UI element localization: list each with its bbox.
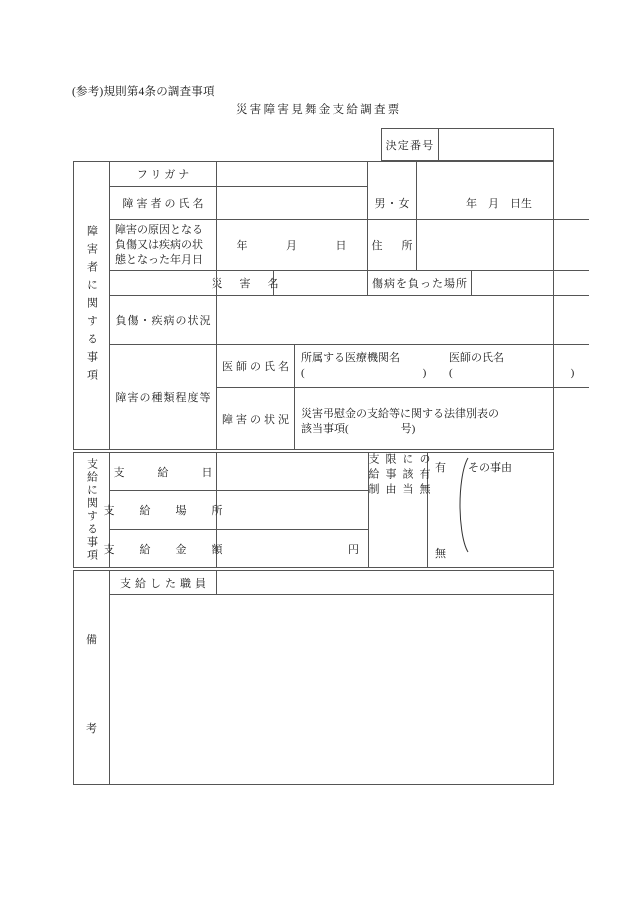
injury-status-spacer	[110, 271, 217, 296]
restriction-body[interactable]	[428, 453, 553, 567]
doctor-paren-block	[295, 351, 589, 381]
decision-number-label: 決定番号	[382, 129, 439, 160]
doctor-info-field[interactable]	[295, 345, 589, 388]
payment-place-field[interactable]	[217, 491, 368, 530]
furigana-field[interactable]	[217, 162, 368, 187]
payment-place-label: 支 給 場 所	[110, 491, 217, 530]
injury-status-label: 負傷・疾病の状況	[110, 296, 217, 345]
payment-date-field[interactable]	[217, 453, 368, 491]
staff-field[interactable]	[217, 571, 553, 595]
injury-status-field[interactable]	[217, 296, 589, 345]
disabled-person-table	[73, 161, 575, 450]
injury-place-label: 傷病を負った場所	[368, 271, 472, 296]
disability-status-label: 障害の状況	[217, 388, 295, 449]
name-field[interactable]	[217, 187, 368, 221]
name-label: 障害者の氏名	[110, 187, 217, 221]
gender-label[interactable]: 男・女	[368, 187, 417, 221]
doctor-name-label-2: 医師の氏名	[449, 352, 504, 364]
reference-note: (参考)規則第4条の調査事項	[72, 86, 215, 98]
doctor-paren: ( )	[449, 367, 575, 379]
currency-unit: 円	[348, 543, 359, 556]
doctor-name-label: 医師の氏名	[217, 345, 295, 388]
address-label: 住 所	[368, 220, 417, 270]
document-title: 災害障害見舞金支給調査票	[236, 104, 402, 116]
law-table-line-1: 災害弔慰金の支給等に関する法律別表の	[301, 408, 499, 420]
institution-paren: ( )	[301, 367, 427, 379]
decision-number-field[interactable]	[439, 129, 553, 160]
birth-date-field[interactable]	[417, 187, 589, 221]
institution-label: 所属する医療機関名	[301, 352, 400, 364]
birth-spacer	[417, 162, 589, 187]
section-label-disabled-person: 障害者に関する事項	[74, 162, 110, 449]
restriction-yes-option[interactable]: 有	[435, 462, 446, 474]
cause-date-field[interactable]	[217, 220, 368, 270]
remarks-field[interactable]	[110, 595, 553, 784]
disaster-name-label: 災 害 名	[217, 271, 274, 296]
restriction-reason-label: その事由	[468, 462, 512, 474]
brace-left-icon	[456, 456, 470, 554]
restriction-no-option[interactable]: 無	[435, 548, 446, 560]
section-label-remarks	[74, 571, 110, 784]
payment-amount-label: 支 給 金 額	[110, 530, 217, 567]
disability-kind-label: 障害の種類程度等	[110, 345, 217, 449]
law-table-field[interactable]	[295, 388, 589, 449]
remarks-table	[73, 570, 554, 785]
birth-date-label: 年 月 日生	[466, 198, 532, 211]
cause-date-ymd: 年 月 日	[236, 240, 348, 253]
decision-number-box	[381, 128, 554, 161]
restriction-label: 支給制 限事由 に該当 の有無	[368, 453, 428, 567]
staff-label: 支給した職員	[110, 571, 217, 595]
injury-place-field[interactable]	[472, 271, 589, 296]
law-table-line-2: 該当事項( 号)	[301, 423, 416, 435]
gender-spacer	[368, 162, 417, 187]
furigana-label: フリガナ	[110, 162, 217, 187]
remarks-label-char-1: 備	[86, 634, 97, 646]
payment-table	[73, 452, 554, 568]
law-table-block	[295, 400, 589, 437]
remarks-label-char-2: 考	[86, 723, 97, 735]
payment-amount-field[interactable]	[217, 530, 368, 567]
cause-date-label: 障害の原因となる 負傷又は疾病の状 態となった年月日	[110, 220, 217, 270]
payment-date-label: 支 給 日	[110, 453, 217, 491]
section-label-payment: 支給に関する事項	[74, 453, 110, 567]
disaster-name-field[interactable]	[274, 271, 368, 296]
payment-rows	[103, 453, 368, 567]
address-field[interactable]	[417, 220, 589, 270]
